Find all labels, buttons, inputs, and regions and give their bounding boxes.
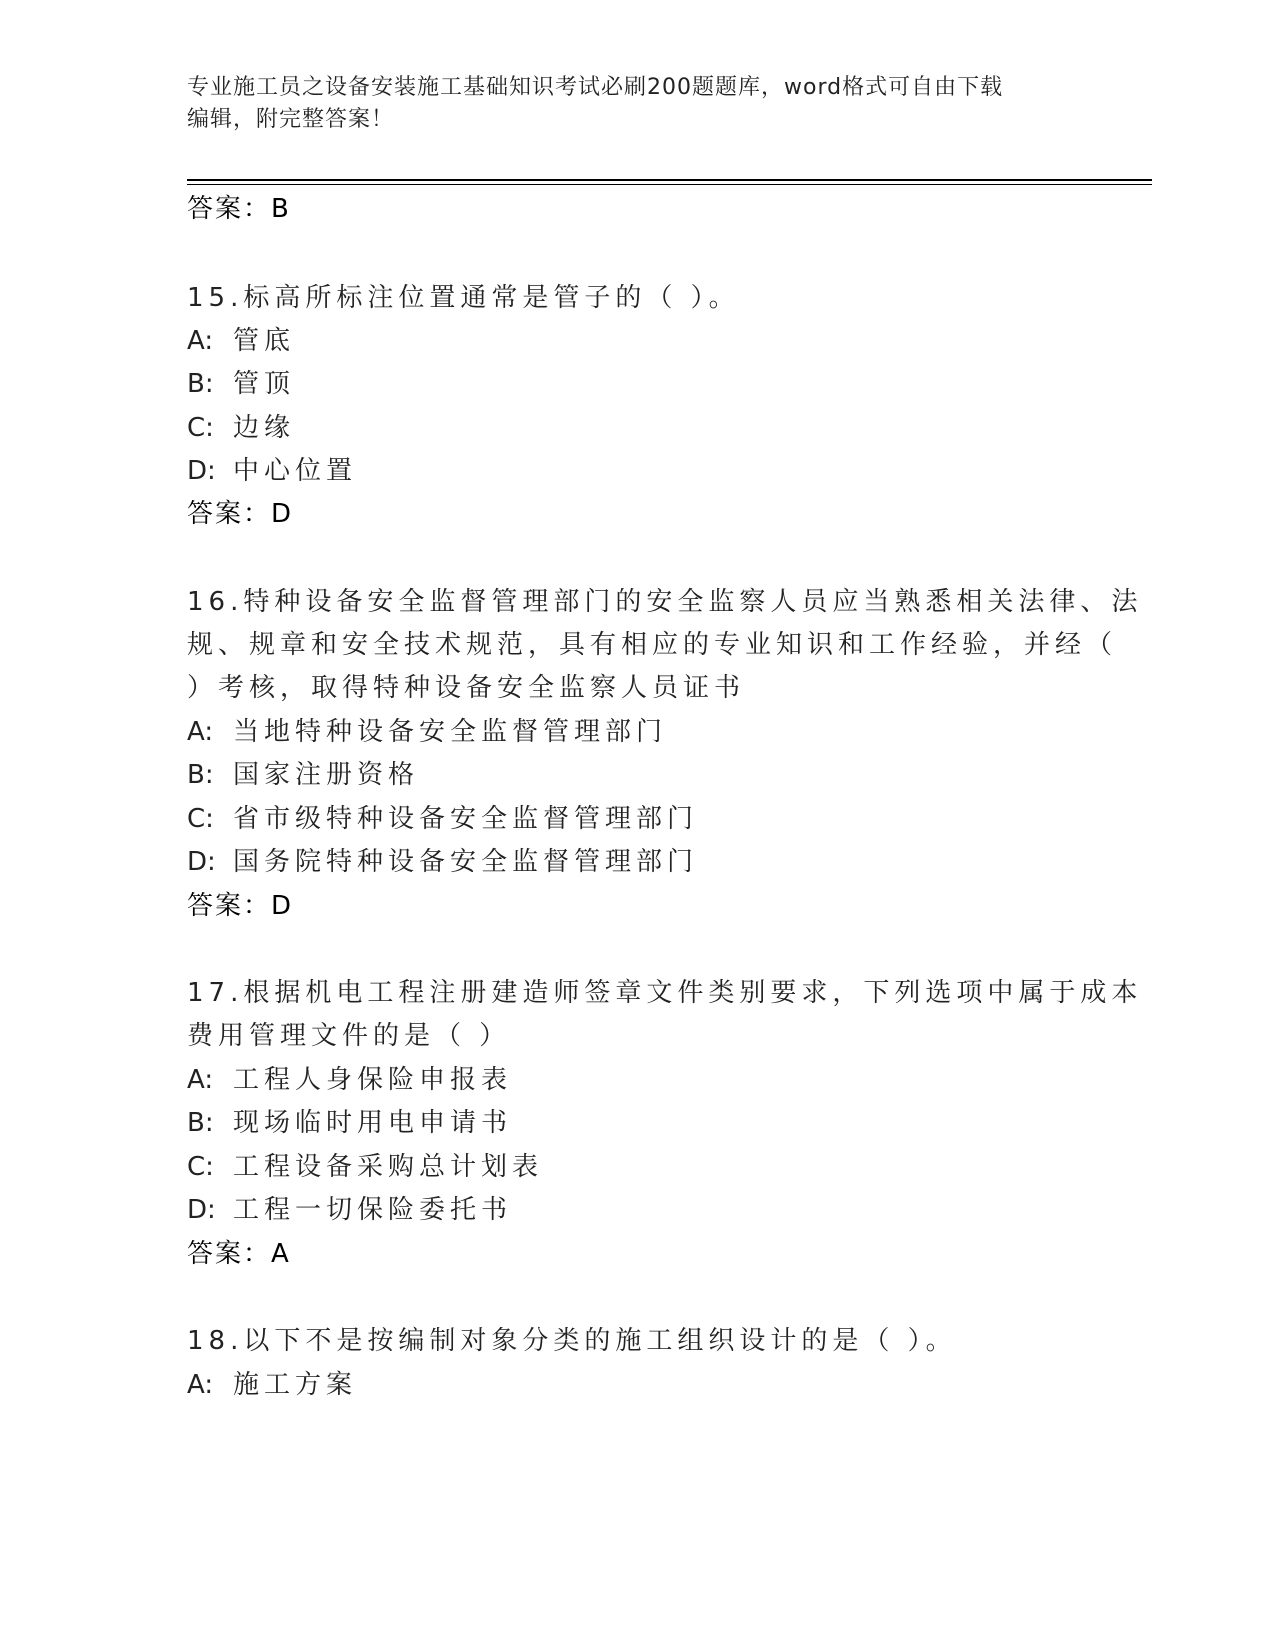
question-17-option-a (187, 1059, 512, 1096)
option-text: 国家注册资格 (233, 760, 420, 790)
option-letter: D: (187, 1195, 216, 1225)
option-text: 当地特种设备安全监督管理部门 (233, 717, 668, 747)
question-16-text-line-1: 16.特种设备安全监督管理部门的安全监察人员应当熟悉相关法律、法 (187, 587, 1143, 617)
question-15-option-d (187, 450, 357, 487)
option-text: 国务院特种设备安全监督管理部门 (233, 847, 699, 877)
option-text: 现场临时用电申请书 (233, 1108, 513, 1138)
option-text: 工程设备采购总计划表 (233, 1152, 544, 1182)
option-letter: C: (187, 1152, 214, 1182)
option-letter: C: (187, 413, 214, 443)
question-16-answer: 答案：D (187, 891, 294, 921)
option-text: 省市级特种设备安全监督管理部门 (233, 804, 699, 834)
option-text: 管顶 (233, 369, 296, 399)
option-letter: D: (187, 847, 216, 877)
option-letter: B: (187, 760, 214, 790)
option-letter: B: (187, 1108, 214, 1138)
question-17-option-b (187, 1102, 512, 1139)
option-letter: C: (187, 804, 214, 834)
question-15-option-c (187, 407, 295, 444)
option-text: 工程一切保险委托书 (233, 1195, 513, 1225)
question-17-option-d (187, 1189, 512, 1226)
question-15-text: 15.标高所标注位置通常是管子的（ ）。 (187, 283, 740, 313)
option-letter: A: (187, 1370, 214, 1400)
option-text: 施工方案 (233, 1370, 358, 1400)
question-18-option-a (187, 1364, 357, 1401)
header-line-1: 专业施工员之设备安装施工基础知识考试必刷200题题库，word格式可自由下载 (187, 75, 1004, 100)
header-divider (187, 179, 1152, 181)
question-15-option-b (187, 363, 295, 400)
question-15-answer: 答案：D (187, 499, 294, 529)
document-header (187, 72, 1067, 136)
header-divider-thin (187, 184, 1152, 185)
option-text: 工程人身保险申报表 (233, 1065, 513, 1095)
previous-answer: 答案：B (187, 194, 291, 224)
option-text: 边缘 (233, 413, 296, 443)
option-text: 中心位置 (233, 456, 358, 486)
option-text: 管底 (233, 326, 296, 356)
question-17-text-line-2: 费用管理文件的是（ ） (187, 1021, 511, 1051)
header-line-2: 编辑，附完整答案！ (187, 107, 395, 132)
question-16-text-line-2: 规、规章和安全技术规范，具有相应的专业知识和工作经验，并经（ (187, 630, 1118, 660)
question-16-text-line-3: ）考核，取得特种设备安全监察人员证书 (187, 673, 746, 703)
question-17-answer: 答案：A (187, 1239, 291, 1269)
question-16-option-a (187, 711, 667, 748)
option-letter: A: (187, 717, 214, 747)
question-16-option-d (187, 841, 698, 878)
option-letter: A: (187, 326, 214, 356)
question-17-option-c (187, 1146, 543, 1183)
question-16-option-c (187, 798, 698, 835)
question-18-text: 18.以下不是按编制对象分类的施工组织设计的是（ ）。 (187, 1326, 957, 1356)
question-15-option-a (187, 320, 295, 357)
option-letter: A: (187, 1065, 214, 1095)
option-letter: D: (187, 456, 216, 486)
question-17-text-line-1: 17.根据机电工程注册建造师签章文件类别要求，下列选项中属于成本 (187, 978, 1143, 1008)
question-16-option-b (187, 754, 419, 791)
option-letter: B: (187, 369, 214, 399)
